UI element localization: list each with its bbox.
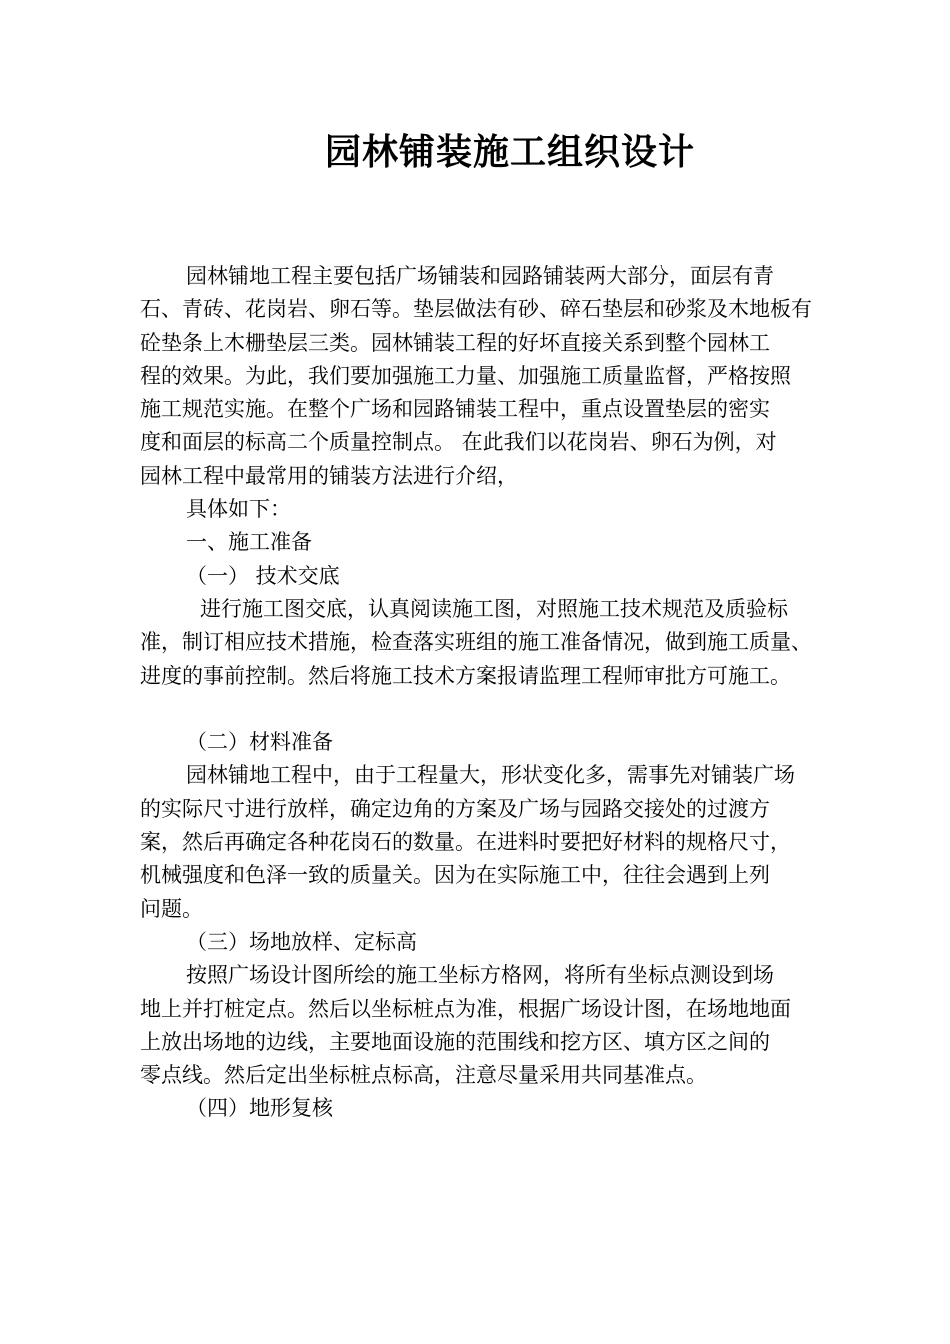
blank-line [140,693,820,726]
body-line: 的实际尺寸进行放样，确定边角的方案及广场与园路交接处的过渡方 [140,796,770,821]
body-line: 度和面层的标高二个质量控制点。 在此我们以花岗岩、卵石为例，对 [140,430,777,455]
subsection-heading: （四）地形复核 [186,1096,333,1121]
body-line: 具体如下： [186,497,291,522]
body-line: 石、青砖、花岗岩、卵石等。垫层做法有砂、碎石垫层和砂浆及木地板有 [140,297,812,322]
document-body [140,260,820,1126]
section-heading: 一、施工准备 [186,530,312,555]
document-title: 园林铺装施工组织设计 [324,131,695,173]
body-line: 进度的事前控制。然后将施工技术方案报请监理工程师审批方可施工。 [140,663,791,688]
body-line: 砼垫条上木栅垫层三类。园林铺装工程的好坏直接关系到整个园林工 [140,330,770,355]
body-line: 施工规范实施。在整个广场和园路铺装工程中，重点设置垫层的密实 [140,397,770,422]
subsection-heading: （一） 技术交底 [186,563,340,588]
body-line: 案，然后再确定各种花岗石的数量。在进料时要把好材料的规格尺寸， [140,830,791,855]
subsection-heading: （二）材料准备 [186,730,333,755]
body-line: 园林铺地工程主要包括广场铺装和园路铺装两大部分，面层有青 [186,264,774,288]
body-line: 程的效果。为此，我们要加强施工力量、加强施工质量监督，严格按照 [140,363,791,388]
body-line: 上放出场地的边线，主要地面设施的范围线和挖方区、填方区之间的 [140,1029,770,1054]
body-line: 机械强度和色泽一致的质量关。因为在实际施工中，往往会遇到上列 [140,863,770,888]
body-line: 零点线。然后定出坐标桩点标高，注意尽量采用共同基准点。 [140,1063,707,1088]
body-line: 问题。 [140,896,203,921]
body-line: 园林工程中最常用的铺装方法进行介绍， [140,463,518,488]
subsection-heading: （三）场地放样、定标高 [186,929,417,954]
body-line: 准，制订相应技术措施，检查落实班组的施工准备情况，做到施工质量、 [140,630,812,655]
body-line: 按照广场设计图所绘的施工坐标方格网，将所有坐标点测设到场 [186,963,774,988]
body-line: 园林铺地工程中，由于工程量大，形状变化多，需事先对铺装广场 [186,763,795,788]
body-line: 进行施工图交底，认真阅读施工图，对照施工技术规范及质验标 [200,596,788,621]
body-line: 地上并打桩定点。然后以坐标桩点为准，根据广场设计图，在场地地面 [140,996,791,1021]
